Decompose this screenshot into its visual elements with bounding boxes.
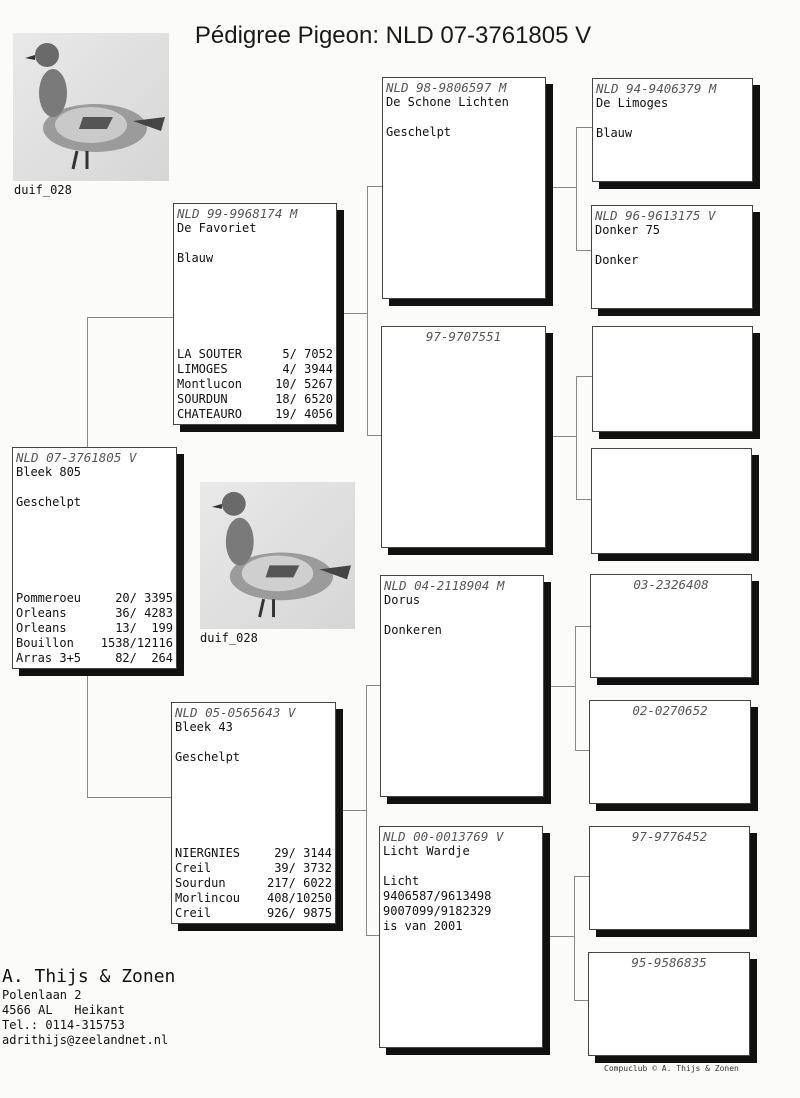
results-list xyxy=(175,846,332,921)
result-row: Morlincou 408/10250 xyxy=(175,891,332,905)
result-row: CHATEAURO 19/ 4056 xyxy=(177,407,333,421)
pigeon-icon xyxy=(13,33,169,181)
result-row: LIMOGES 4/ 3944 xyxy=(177,362,333,376)
grandparent-card xyxy=(379,826,543,1048)
ring-number: 97-9776452 xyxy=(631,829,708,844)
great-grandparent-card xyxy=(590,574,752,678)
connector xyxy=(575,626,576,751)
pigeon-name: Dorus xyxy=(384,593,421,607)
ring-number: NLD 98-9806597 M xyxy=(386,80,507,95)
connector xyxy=(575,626,590,627)
connector xyxy=(367,186,382,187)
breeder-email[interactable]: adrithijs@zeelandnet.nl xyxy=(2,1033,169,1047)
great-grandparent-card xyxy=(589,826,750,930)
dam-card xyxy=(171,702,336,924)
ring-number: NLD 07-3761805 V xyxy=(16,450,137,465)
ring-number: 97-9707551 xyxy=(425,329,502,344)
grandparent-card xyxy=(382,77,546,299)
connector xyxy=(576,127,577,251)
result-row: Pommeroeu 20/ 3395 xyxy=(16,591,173,605)
ring-number: NLD 94-9406379 M xyxy=(596,81,717,96)
results-list xyxy=(177,347,333,422)
breeder-info xyxy=(2,966,175,1048)
result-row: Orleans 36/ 4283 xyxy=(16,606,173,620)
connector xyxy=(576,499,592,500)
ring-number: 95-9586835 xyxy=(631,955,707,970)
pigeon-color: Blauw xyxy=(177,251,214,265)
ring-number: NLD 04-2118904 M xyxy=(384,578,505,593)
page-title: Pédigree Pigeon: NLD 07-3761805 V xyxy=(194,22,592,49)
pigeon-name: De Favoriet xyxy=(177,221,257,235)
connector xyxy=(574,876,575,1001)
connector xyxy=(87,317,88,448)
connector xyxy=(367,186,368,436)
result-row: Creil 926/ 9875 xyxy=(175,906,332,920)
pigeon-color: Geschelpt xyxy=(16,495,82,509)
ring-number: NLD 05-0565643 V xyxy=(175,705,296,720)
pigeon-name: Bleek 805 xyxy=(16,465,82,479)
connector xyxy=(574,876,589,877)
result-row: Montlucon 10/ 5267 xyxy=(177,377,333,391)
connector xyxy=(87,676,88,798)
pigeon-color: Blauw xyxy=(596,126,633,140)
connector xyxy=(343,313,367,314)
photo-caption-top: duif_028 xyxy=(14,183,72,197)
pigeon-name: De Limoges xyxy=(596,96,669,110)
result-row: Arras 3+5 82/ 264 xyxy=(16,651,173,665)
pigeon-photo-middle xyxy=(200,482,355,629)
pigeon-color: Donkeren xyxy=(384,623,442,637)
result-row: LA SOUTER 5/ 7052 xyxy=(177,347,333,361)
ring-number: NLD 99-9968174 M xyxy=(177,206,298,221)
grandparent-card xyxy=(380,575,544,797)
photo-caption-middle: duif_028 xyxy=(200,631,258,645)
breeder-city: 4566 AL Heikant xyxy=(2,1003,125,1017)
connector xyxy=(576,376,592,377)
connector xyxy=(552,187,576,188)
connector xyxy=(552,436,576,437)
pigeon-color: Geschelpt xyxy=(386,125,452,139)
pigeon-icon xyxy=(200,482,355,629)
pigeon-photo-top xyxy=(13,33,169,181)
credit-text: Compuclub © A. Thijs & Zonen xyxy=(604,1064,739,1073)
result-row: Orleans 13/ 199 xyxy=(16,621,173,635)
pigeon-name: Licht Wardje xyxy=(383,844,470,858)
connector xyxy=(367,435,382,436)
connector xyxy=(576,250,592,251)
great-grandparent-card xyxy=(591,448,752,554)
connector xyxy=(576,127,592,128)
connector xyxy=(576,376,577,500)
pigeon-name: De Schone Lichten xyxy=(386,95,509,109)
result-row: Creil 39/ 3732 xyxy=(175,861,332,875)
results-list xyxy=(16,591,173,666)
pigeon-notes: 9406587/9613498 9007099/9182329 is van 2001 xyxy=(383,889,492,933)
breeder-company: A. Thijs & Zonen xyxy=(2,966,176,987)
connector xyxy=(550,686,575,687)
ring-number: 02-0270652 xyxy=(632,703,708,718)
connector xyxy=(575,750,590,751)
result-row: Bouillon 1538/12116 xyxy=(16,636,173,650)
breeder-phone: Tel.: 0114-315753 xyxy=(2,1018,125,1032)
great-grandparent-card xyxy=(592,326,753,432)
connector xyxy=(366,685,367,936)
pigeon-name: Bleek 43 xyxy=(175,720,233,734)
pigeon-color: Donker xyxy=(595,253,639,267)
breeder-street: Polenlaan 2 xyxy=(2,988,82,1002)
result-row: Sourdun 217/ 6022 xyxy=(175,876,332,890)
pigeon-name: Donker 75 xyxy=(595,223,661,237)
ring-number: NLD 96-9613175 V xyxy=(595,208,716,223)
subject-card xyxy=(12,447,177,669)
great-grandparent-card xyxy=(592,78,753,182)
ring-number: 03-2326408 xyxy=(633,577,709,592)
result-row: SOURDUN 18/ 6520 xyxy=(177,392,333,406)
connector xyxy=(574,1000,589,1001)
pigeon-color: Licht xyxy=(383,874,420,888)
sire-card xyxy=(173,203,337,425)
connector xyxy=(366,685,381,686)
pigeon-color: Geschelpt xyxy=(175,750,241,764)
great-grandparent-card xyxy=(591,205,753,309)
connector xyxy=(87,797,172,798)
ring-number: NLD 00-0013769 V xyxy=(383,829,504,844)
connector xyxy=(549,936,574,937)
result-row: NIERGNIES 29/ 3144 xyxy=(175,846,332,860)
grandparent-card xyxy=(381,326,546,548)
great-grandparent-card xyxy=(588,952,750,1056)
connector xyxy=(87,317,174,318)
great-grandparent-card xyxy=(589,700,751,804)
connector xyxy=(340,810,366,811)
